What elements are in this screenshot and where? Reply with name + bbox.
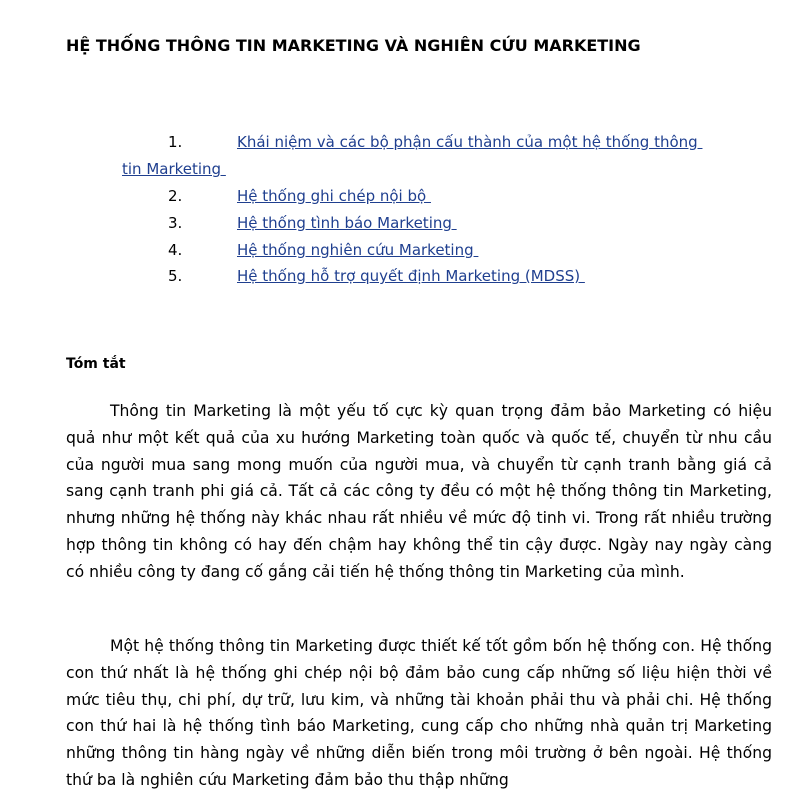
- toc-number-1: 1.: [168, 133, 183, 151]
- toc-number-4: 4.: [168, 241, 183, 259]
- toc-number-5: 5.: [168, 267, 183, 285]
- toc-link-2[interactable]: Hệ thống ghi chép nội bộ: [237, 187, 431, 205]
- toc-link-4[interactable]: Hệ thống nghiên cứu Marketing: [237, 241, 479, 259]
- toc-link-3[interactable]: Hệ thống tình báo Marketing: [237, 214, 457, 232]
- summary-paragraph-1: Thông tin Marketing là một yếu tố cực kỳ quan trọng đảm bảo Marketing có hiệu quả như một kết quả của xu hướng Marketing toàn quốc và quốc tế, chuyển từ nhu cầu của người mua sang mong muốn của người mua, và chuyển từ cạnh tranh bằng giá cả sang cạnh tranh phi giá cả. Tất cả các công ty đều có một hệ thống thông tin Marketing, nhưng những hệ thống này khác nhau rất nhiều về mức độ tinh vi. Trong rất nhiều trường hợp thông tin không có hay đến chậm hay không thể tin cậy được. Ngày nay ngày càng có nhiều công ty đang cố gắng cải tiến hệ thống thông tin Marketing của mình.: [66, 402, 772, 581]
- toc-number-2: 2.: [168, 187, 183, 205]
- toc-number-3: 3.: [168, 214, 183, 232]
- toc-link-1-line2[interactable]: tin Marketing: [122, 160, 226, 178]
- toc-link-5[interactable]: Hệ thống hỗ trợ quyết định Marketing (MDSS): [237, 267, 585, 285]
- document-title: HỆ THỐNG THÔNG TIN MARKETING VÀ NGHIÊN CỨU MARKETING: [66, 36, 641, 55]
- toc-link-1-line1[interactable]: Khái niệm và các bộ phận cấu thành của một hệ thống thông: [237, 133, 703, 151]
- summary-heading: Tóm tắt: [66, 356, 126, 372]
- summary-paragraph-2: Một hệ thống thông tin Marketing được thiết kế tốt gồm bốn hệ thống con. Hệ thống con thứ nhất là hệ thống ghi chép nội bộ đảm bảo cung cấp những số liệu hiện thời về mức tiêu thụ, chi phí, dự trữ, lưu kim, và những tài khoản phải thu và phải chi. Hệ thống con thứ hai là hệ thống tình báo Marketing, cung cấp cho những nhà quản trị Marketing những thông tin hàng ngày về những diễn biến trong môi trường ở bên ngoài. Hệ thống thứ ba là nghiên cứu Marketing đảm bảo thu thập những: [66, 637, 772, 789]
